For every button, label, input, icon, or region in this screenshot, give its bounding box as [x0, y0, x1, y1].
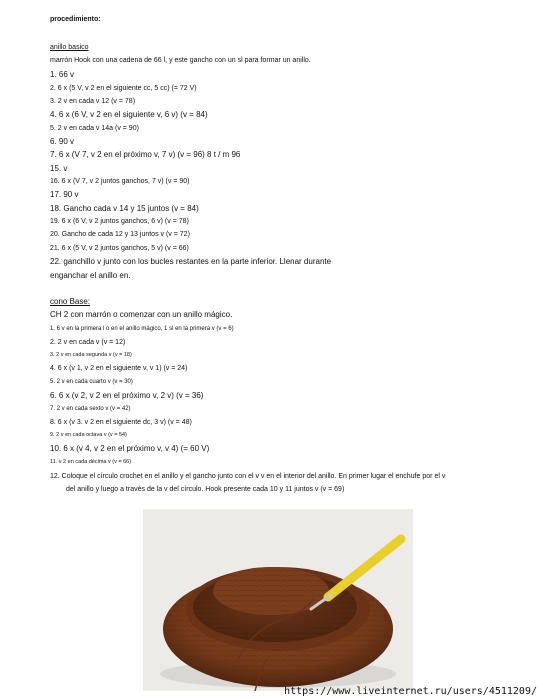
pattern-row: enganchar el anillo en. — [50, 271, 131, 280]
pattern-row: 4. 6 x (6 V, v 2 en el siguiente v, 6 v) (v = 84) — [50, 110, 208, 119]
pattern-row: 2. 2 v en cada v (v = 12) — [50, 339, 126, 346]
pattern-row: 20. Gancho de cada 12 y 13 juntos v (v = 72) — [50, 231, 190, 238]
pattern-row: 1. 6 v en la primera l o en el anillo mágico, 1 sl en la primera v (v = 6) — [50, 326, 234, 332]
page-heading: procedimiento: — [50, 16, 101, 23]
watermark-url: https://www.liveinternet.ru/users/4511209/ — [284, 686, 537, 697]
section-intro-cono: CH 2 con marrón o comenzar con un anillo mágico. — [50, 310, 233, 319]
pattern-row: 22. ganchillo v junto con los bucles restantes en la parte inferior. Llenar durante — [50, 257, 332, 266]
pattern-row-12 — [50, 470, 495, 496]
pattern-row-12-line-1: 12. Coloque el círculo crochet en el anillo y el gancho junto con el v v en el interior del anillo. En primer lugar el enchufe por el v — [50, 473, 446, 480]
pattern-row: 10. 6 x (v 4, v 2 en el próximo v, v 4) (= 60 V) — [50, 444, 210, 453]
pattern-row: 4. 6 x (v 1, v 2 en el siguiente v, v 1) (v = 24) — [50, 365, 188, 372]
pattern-row: 7. 6 x (V 7, v 2 en el próximo v, 7 v) (v = 96) 8 t / m 96 — [50, 150, 241, 159]
pattern-row: 19. 6 x (6 V, v 2 juntos ganchos, 6 v) (v = 78) — [50, 218, 189, 225]
pattern-row: 8. 6 x (v 3. v 2 en el siguiente dc, 3 v) (v = 48) — [50, 419, 192, 426]
pattern-row: 5. 2 v en cada cuarto v (v = 30) — [50, 379, 133, 385]
crochet-photo — [143, 509, 413, 691]
pattern-row: 21. 6 x (5 V, v 2 juntos ganchos, 5 v) (v = 66) — [50, 245, 189, 252]
section-intro-anillo: marrón Hook con una cadena de 66 l, y este gancho con un sl para formar un anillo. — [50, 57, 311, 64]
pattern-row: 3. 2 v en cada v 12 (v = 78) — [50, 98, 136, 105]
section-title-cono: cono Base: — [50, 297, 91, 306]
section-title-anillo: anillo basico — [50, 44, 89, 51]
pattern-row: 16. 6 x (V 7, v 2 juntos ganchos, 7 v) (v = 90) — [50, 178, 190, 185]
pattern-row-12-line-2: del anillo y luego a través de la v del círculo. Hook presente cada 10 y 11 juntos v (v = 69) — [66, 486, 345, 493]
pattern-row: 7. 2 v en cada sexto v (v = 42) — [50, 406, 131, 412]
pattern-row: 2. 6 x (5 V, v 2 en el siguiente cc, 5 cc) (= 72 V) — [50, 85, 197, 92]
pattern-row: 18. Gancho cada v 14 y 15 juntos (v = 84) — [50, 204, 199, 213]
pattern-row: 1. 66 v — [50, 70, 75, 79]
pattern-row: 17. 90 v — [50, 190, 79, 199]
pattern-row: 6. 90 v — [50, 137, 75, 146]
pattern-row: 11. v 2 en cada décima v (v = 66) — [50, 459, 132, 465]
pattern-row: 5. 2 v en cada v 14a (v = 90) — [50, 125, 139, 132]
pattern-row: 6. 6 x (v 2, v 2 en el próximo v, 2 v) (v = 36) — [50, 391, 204, 400]
pattern-row: 15. v — [50, 164, 68, 173]
pattern-row: 9. 2 v en cada octava v (v = 54) — [50, 432, 127, 438]
pattern-row: 3. 2 v en cada segunda v (v = 18) — [50, 352, 132, 358]
